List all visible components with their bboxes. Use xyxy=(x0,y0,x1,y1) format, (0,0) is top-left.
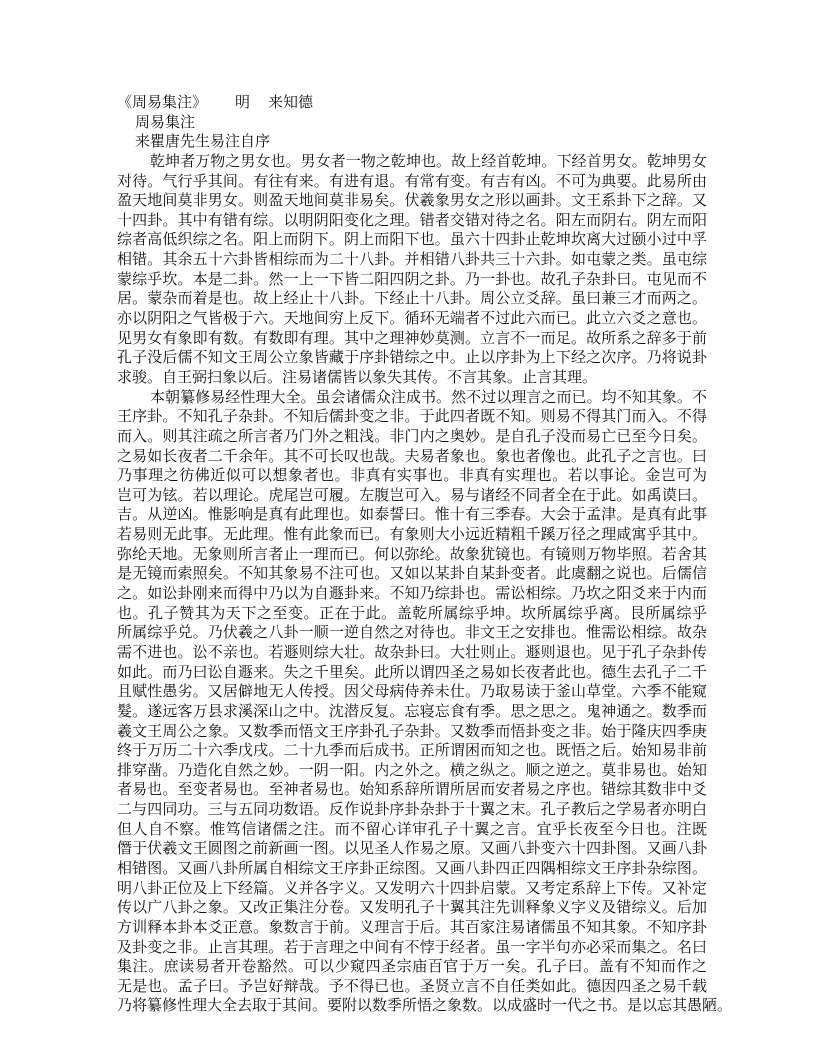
text-line: 及卦变之非。止言其理。若于言理之中间有不悖于经者。虽一字半句亦必采而集之。名曰 xyxy=(117,937,707,956)
text-line: 王序卦。不知孔子杂卦。不知后儒卦变之非。于此四者既不知。则易不得其门而入。不得 xyxy=(117,407,707,426)
text-line: 居。蒙杂而着是也。故上经止十八卦。下经止十八卦。周公立爻辞。虽曰兼三才而两之。 xyxy=(117,289,707,308)
text-line: 乃事理之彷佛近似可以想象者也。非真有实事也。非真有实理也。若以事论。金岂可为 xyxy=(117,466,707,485)
text-line: 髮。遂远客万县求溪深山之中。沈潜反复。忘寝忘食有季。思之思之。鬼神通之。数季而 xyxy=(117,701,707,720)
text-line: 亦以阴阳之气皆极于六。天地间穷上反下。循环无端者不过此六而已。此立六爻之意也。 xyxy=(117,309,707,328)
text-line: 本朝纂修易经性理大全。虽会诸儒众注成书。然不过以理言之而已。均不知其象。不 xyxy=(150,387,707,406)
text-line: 且赋性愚劣。又居僻地无人传授。因父母病侍养未仕。乃取易读于釜山草堂。六季不能窥 xyxy=(117,682,707,701)
text-line: 十四卦。其中有错有综。以明阴阳变化之理。错者交错对待之名。阳左而阴右。阴左而阳 xyxy=(117,210,707,229)
text-line: 相错图。又画八卦所属自相综文王序卦正综图。又画八卦四正四隅相综文王序卦杂综图。 xyxy=(117,858,707,877)
text-line: 之易如长夜者二千余年。其不可长叹也哉。夫易者象也。象也者像也。此孔子之言也。曰 xyxy=(117,446,707,465)
text-line: 相错。其余五十六卦皆相综而为二十八卦。并相错八卦共三十六卦。如屯蒙之类。虽屯综 xyxy=(117,250,707,269)
text-line: 见男女有象即有数。有数即有理。其中之理神妙莫测。立言不一而足。故所系之辞多于前 xyxy=(117,328,707,347)
paragraph xyxy=(117,387,733,1017)
text-line: 之。如讼卦刚来而得中乃以为自遯卦来。不知乃综卦也。需讼相综。乃坎之阳爻来于内而 xyxy=(117,584,707,603)
text-line: 者易也。至变者易也。至神者易也。始知系辞所谓所居而安者易之序也。错综其数非中爻 xyxy=(117,780,707,799)
text-line: 终于万历二十六季戊戌。二十九季而后成书。正所谓困而知之也。既悟之后。始知易非前 xyxy=(117,741,707,760)
text-line: 综者高低织综之名。阳上而阴下。阴上而阳下也。虽六十四卦止乾坤坎离大过颐小过中孚 xyxy=(117,230,707,249)
text-line: 明八卦正位及上下经篇。义并各字义。又发明六十四卦启蒙。又考定系辞上下传。又补定 xyxy=(117,878,707,897)
text-line: 弥纶天地。无象则所言者止一理而已。何以弥纶。故象犹镜也。有镜则万物毕照。若舍其 xyxy=(117,544,707,563)
text-line: 蒙综乎坎。本是二卦。然一上一下皆二阳四阴之卦。乃一卦也。故孔子杂卦曰。屯见而不 xyxy=(117,269,707,288)
text-line: 乃将纂修性理大全去取于其间。要附以数季所悟之象数。以成盛时一代之书。是以忘其愚陋。 xyxy=(117,996,733,1015)
subtitle: 周易集注 xyxy=(135,112,196,131)
text-line: 对待。气行乎其间。有往有来。有进有退。有常有变。有吉有凶。不可为典要。此易所由 xyxy=(117,171,707,190)
text-line: 也。孔子赞其为天下之至变。正在于此。盖乾所属综乎坤。坎所属综乎离。艮所属综乎 xyxy=(117,603,707,622)
paragraph xyxy=(117,152,707,388)
text-line: 若易则无此事。无此理。惟有此象而已。有象则大小远近精粗千蹊万径之理咸寓乎其中。 xyxy=(117,525,707,544)
text-line: 盈天地间莫非男女。则盈天地间莫非易矣。伏羲象男女之形以画卦。文王系卦下之辞。又 xyxy=(117,191,707,210)
document-page xyxy=(117,93,733,1016)
text-line: 所属综乎兑。乃伏羲之八卦一顺一逆自然之对待也。非文王之安排也。惟需讼相综。故杂 xyxy=(117,623,707,642)
text-line: 而入。则其注疏之所言者乃门外之粗浅。非门内之奥妙。是自孔子没而易亡已至今日矣。 xyxy=(117,426,707,445)
dynasty: 明 xyxy=(235,93,251,111)
text-line: 僭于伏羲文王圆图之前新画一图。以见圣人作易之原。又画八卦变六十四卦图。又画八卦 xyxy=(117,839,707,858)
text-line: 二与四同功。三与五同功数语。反作说卦序卦杂卦于十翼之末。孔子教后之学易者亦明白 xyxy=(117,800,707,819)
book-title: 《周易集注》 xyxy=(117,93,208,111)
text-line: 需不进也。讼不亲也。若遯则综大壮。故杂卦曰。大壮则止。遯则退也。见于孔子杂卦传 xyxy=(117,642,707,661)
text-line: 集注。庶读易者开卷豁然。可以少窥四圣宗庙百官于万一矣。孔子曰。盖有不知而作之 xyxy=(117,957,707,976)
text-line: 传以广八卦之象。又改正集注分卷。又发明孔子十翼其注先训释象义字义及错综义。后加 xyxy=(117,898,707,917)
text-line: 羲文王周公之象。又数季而悟文王序卦孔子杂卦。又数季而悟卦变之非。始于隆庆四季庚 xyxy=(117,721,707,740)
text-line: 是无镜而索照矣。不知其象易不注可也。又如以某卦自某卦变者。此虞翻之说也。后儒信 xyxy=(117,564,707,583)
preface-title: 来瞿唐先生易注自序 xyxy=(135,132,271,151)
document-header xyxy=(117,93,707,113)
text-line: 方训释本卦本爻正意。象数言于前。义理言于后。其百家注易诸儒虽不知其象。不知序卦 xyxy=(117,917,707,936)
text-line: 求骏。自王弼扫象以后。注易诸儒皆以象失其传。不言其象。止言其理。 xyxy=(117,367,598,386)
text-line: 但人自不察。惟笃信诸儒之注。而不留心详审孔子十翼之言。宜乎长夜至今日也。注既 xyxy=(117,819,707,838)
text-line: 如此。而乃曰讼自遯来。失之千里矣。此所以谓四圣之易如长夜者此也。德生去孔子二千 xyxy=(117,662,707,681)
text-line: 吉。从逆凶。惟影响是真有此理也。如泰誓曰。惟十有三季春。大会于孟津。是真有此事 xyxy=(117,505,707,524)
text-line: 无是也。孟子曰。予岂好辩哉。予不得已也。圣贤立言不自任类如此。德因四圣之易千载 xyxy=(117,976,707,995)
preface-body xyxy=(117,151,733,1016)
text-line: 岂可为铉。若以理论。虎尾岂可履。左腹岂可入。易与诸经不同者全在于此。如禹谟曰。 xyxy=(117,485,707,504)
text-line: 排穿凿。乃造化自然之妙。一阴一阳。内之外之。横之纵之。顺之逆之。莫非易也。始知 xyxy=(117,760,707,779)
author: 来知德 xyxy=(268,93,314,111)
text-line: 乾坤者万物之男女也。男女者一物之乾坤也。故上经首乾坤。下经首男女。乾坤男女 xyxy=(150,151,707,170)
text-line: 孔子没后儒不知文王周公立象皆藏于序卦错综之中。止以序卦为上下经之次序。乃将说卦 xyxy=(117,348,707,367)
